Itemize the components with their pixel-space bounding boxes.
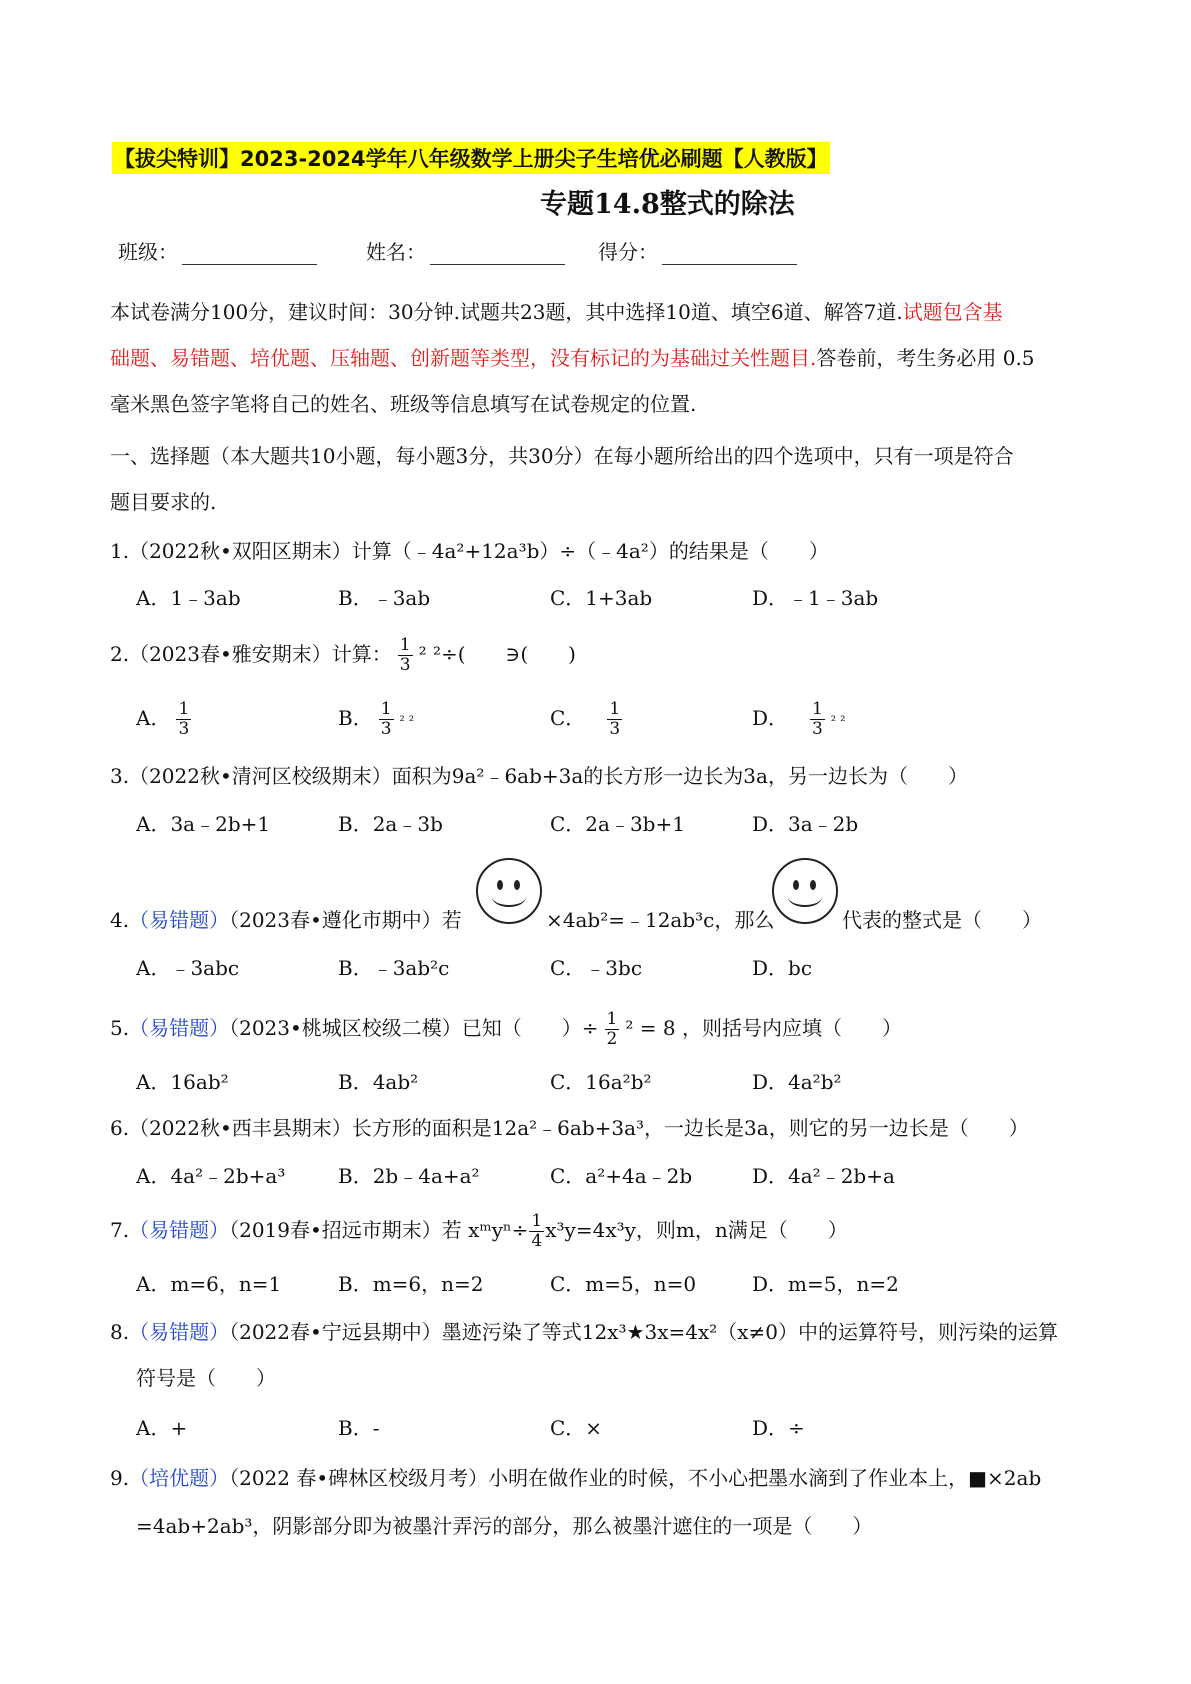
- score-blank[interactable]: [662, 244, 797, 265]
- class-field: [118, 236, 317, 265]
- q4-option-d[interactable]: D．bc: [752, 956, 813, 980]
- q7-option-b[interactable]: B．m=6，n=2: [338, 1272, 484, 1296]
- q5-stem-text: （2023•桃城区校级二模）已知（ ）÷: [229, 1016, 599, 1040]
- q5-option-c[interactable]: C．16a²b²: [550, 1070, 652, 1094]
- q5-tag: （易错题）: [129, 1016, 230, 1040]
- q1-option-d[interactable]: D．﹣1﹣3ab: [752, 586, 879, 610]
- q1-option-a[interactable]: A．1﹣3ab: [136, 586, 241, 610]
- q6-option-c[interactable]: C．a²+4a﹣2b: [550, 1164, 693, 1188]
- q5-option-d[interactable]: D．4a²b²: [752, 1070, 842, 1094]
- q2-option-d[interactable]: [752, 700, 845, 739]
- q2-option-a-frac: [176, 700, 191, 739]
- question-8-stem-cont: 符号是（ ）: [136, 1366, 276, 1390]
- frac-num: 1: [531, 1211, 543, 1231]
- q8-option-a[interactable]: A．+: [136, 1416, 188, 1440]
- q4-number: 4.: [110, 908, 130, 932]
- q5-option-b[interactable]: B．4ab²: [338, 1070, 419, 1094]
- q8-option-c[interactable]: C．×: [550, 1416, 603, 1440]
- frac-num: 1: [606, 1009, 618, 1029]
- intro-line-2: [110, 346, 1035, 370]
- q2-stem-tail: ² ²÷( ∋( ): [418, 642, 576, 666]
- class-label: 班级：: [118, 240, 178, 264]
- q2-frac-den: 3: [399, 655, 411, 675]
- frac-den: 3: [609, 719, 621, 739]
- q3-option-b[interactable]: B．2a﹣3b: [338, 812, 443, 836]
- q9-stem-text: （2022 春•碑林区校级月考）小明在做作业的时候，不小心把墨水滴到了作业本上，■×2ab: [229, 1466, 1042, 1490]
- frac-num: 1: [609, 699, 621, 719]
- question-9-stem: [110, 1466, 1041, 1490]
- smiley-face-icon: [476, 858, 542, 924]
- q2-option-b-frac: [379, 700, 394, 739]
- intro-line-3: 毫米黑色签字笔将自己的姓名、班级等信息填写在试卷规定的位置.: [110, 392, 697, 416]
- q7-tag: （易错题）: [129, 1218, 230, 1242]
- q6-option-a[interactable]: A．4a²﹣2b+a³: [136, 1164, 286, 1188]
- smiley-face-icon: [772, 858, 838, 924]
- question-2-stem: [110, 636, 576, 675]
- q2-option-b-tail: ² ²: [399, 714, 415, 729]
- q2-option-c[interactable]: [550, 700, 628, 739]
- q7-option-d[interactable]: D．m=5，n=2: [752, 1272, 899, 1296]
- q2-option-b-label: B．: [338, 706, 373, 730]
- frac-den: 4: [531, 1231, 543, 1251]
- intro-line-1: [110, 300, 1003, 324]
- q5-number: 5.: [110, 1016, 130, 1040]
- q7-option-c[interactable]: C．m=5，n=0: [550, 1272, 697, 1296]
- q4-stem-text: （2023春•遵化市期中）若: [229, 908, 462, 932]
- question-9-stem-cont: =4ab+2ab³，阴影部分即为被墨汁弄污的部分，那么被墨汁遮住的一项是（ ）: [136, 1514, 873, 1538]
- frac-den: 2: [606, 1029, 618, 1049]
- intro-highlight: 试题包含基: [902, 300, 1003, 324]
- q3-option-c[interactable]: C．2a﹣3b+1: [550, 812, 685, 836]
- name-label: 姓名：: [366, 240, 426, 264]
- q8-tag: （易错题）: [129, 1320, 230, 1344]
- q9-number: 9.: [110, 1466, 130, 1490]
- q4-option-a[interactable]: A．﹣3abc: [136, 956, 240, 980]
- question-6-stem: 6.（2022秋•西丰县期末）长方形的面积是12a²﹣6ab+3a³，一边长是3a，则它的另一边长是（ ）: [110, 1116, 1029, 1140]
- q3-option-a[interactable]: A．3a﹣2b+1: [136, 812, 271, 836]
- q9-tag: （培优题）: [129, 1466, 230, 1490]
- q2-option-c-label: C．: [550, 706, 586, 730]
- q2-frac-num: 1: [399, 635, 411, 655]
- q7-stem-tail: x³y=4x³y，则m，n满足（ ）: [545, 1218, 848, 1242]
- q2-option-d-label: D．: [752, 706, 789, 730]
- frac-den: 3: [812, 719, 823, 739]
- q7-number: 7.: [110, 1218, 130, 1242]
- q1-option-c[interactable]: C．1+3ab: [550, 586, 653, 610]
- q5-fraction: [605, 1010, 620, 1049]
- score-field: [598, 236, 797, 265]
- question-7-stem: [110, 1212, 848, 1251]
- q2-option-b[interactable]: [338, 700, 414, 739]
- q1-option-b[interactable]: B．﹣3ab: [338, 586, 431, 610]
- header-banner: 【拔尖特训】2023-2024学年八年级数学上册尖子生培优必刷题【人教版】: [112, 142, 830, 174]
- q8-option-b[interactable]: B．-: [338, 1416, 380, 1440]
- q5-option-a[interactable]: A．16ab²: [136, 1070, 229, 1094]
- q7-fraction: [529, 1212, 544, 1251]
- page-title: 专题14.8整式的除法: [540, 189, 795, 220]
- frac-num: 1: [380, 699, 392, 719]
- q2-option-a[interactable]: [136, 700, 197, 739]
- q4-option-b[interactable]: B．﹣3ab²c: [338, 956, 450, 980]
- q2-option-c-frac: [607, 700, 622, 739]
- question-8-stem: [110, 1320, 1058, 1344]
- q2-option-d-tail: ² ²: [830, 714, 846, 729]
- q2-stem-text: 2.（2023春•雅安期末）计算：: [110, 642, 392, 666]
- q8-stem-text: （2022春•宁远县期中）墨迹污染了等式12x³★3x=4x²（x≠0）中的运算符号，则污染的运算: [229, 1320, 1059, 1344]
- question-4-stem-c: 代表的整式是（ ）: [842, 908, 1042, 932]
- intro-text: 本试卷满分100分，建议时间：30分钟.试题共23题，其中选择10道、填空6道、解答7道.: [110, 300, 903, 324]
- name-blank[interactable]: [430, 244, 565, 265]
- score-label: 得分：: [598, 240, 658, 264]
- question-5-stem: [110, 1010, 902, 1049]
- q8-option-d[interactable]: D．÷: [752, 1416, 805, 1440]
- q2-option-d-frac: [810, 700, 825, 739]
- question-3-stem: 3.（2022秋•清河区校级期末）面积为9a²﹣6ab+3a的长方形一边长为3a，另一边长为（ ）: [110, 764, 968, 788]
- question-1-stem: 1.（2022秋•双阳区期末）计算（﹣4a²+12a³b）÷（﹣4a²）的结果是（ ）: [110, 539, 829, 563]
- frac-den: 3: [380, 719, 392, 739]
- q6-option-b[interactable]: B．2b﹣4a+a²: [338, 1164, 480, 1188]
- q6-option-d[interactable]: D．4a²﹣2b+a: [752, 1164, 895, 1188]
- question-4-stem-a: [110, 908, 462, 932]
- intro-text: 答卷前，考生务必用 0.5: [816, 346, 1035, 370]
- q7-stem-text: （2019春•招远市期末）若 xᵐyⁿ÷: [229, 1218, 529, 1242]
- class-blank[interactable]: [182, 244, 317, 265]
- frac-num: 1: [812, 699, 823, 719]
- q3-option-d[interactable]: D．3a﹣2b: [752, 812, 859, 836]
- q7-option-a[interactable]: A．m=6，n=1: [136, 1272, 282, 1296]
- q5-stem-tail: ² = 8 ，则括号内应填（ ）: [625, 1016, 902, 1040]
- q2-option-a-label: A．: [136, 706, 171, 730]
- intro-highlight: 础题、易错题、培优题、压轴题、创新题等类型，没有标记的为基础过关性题目.: [110, 346, 817, 370]
- q4-option-c[interactable]: C．﹣3bc: [550, 956, 643, 980]
- question-4-stem-b: ×4ab²=﹣12ab³c，那么: [546, 908, 775, 932]
- q2-fraction: [398, 636, 413, 675]
- q8-number: 8.: [110, 1320, 130, 1344]
- section-heading-cont: 题目要求的.: [110, 490, 217, 514]
- frac-den: 3: [178, 719, 190, 739]
- q4-tag: （易错题）: [129, 908, 230, 932]
- section-heading: 一、选择题（本大题共10小题，每小题3分，共30分）在每小题所给出的四个选项中，只有一项是符合: [110, 444, 1014, 468]
- frac-num: 1: [178, 699, 190, 719]
- name-field: [366, 236, 565, 265]
